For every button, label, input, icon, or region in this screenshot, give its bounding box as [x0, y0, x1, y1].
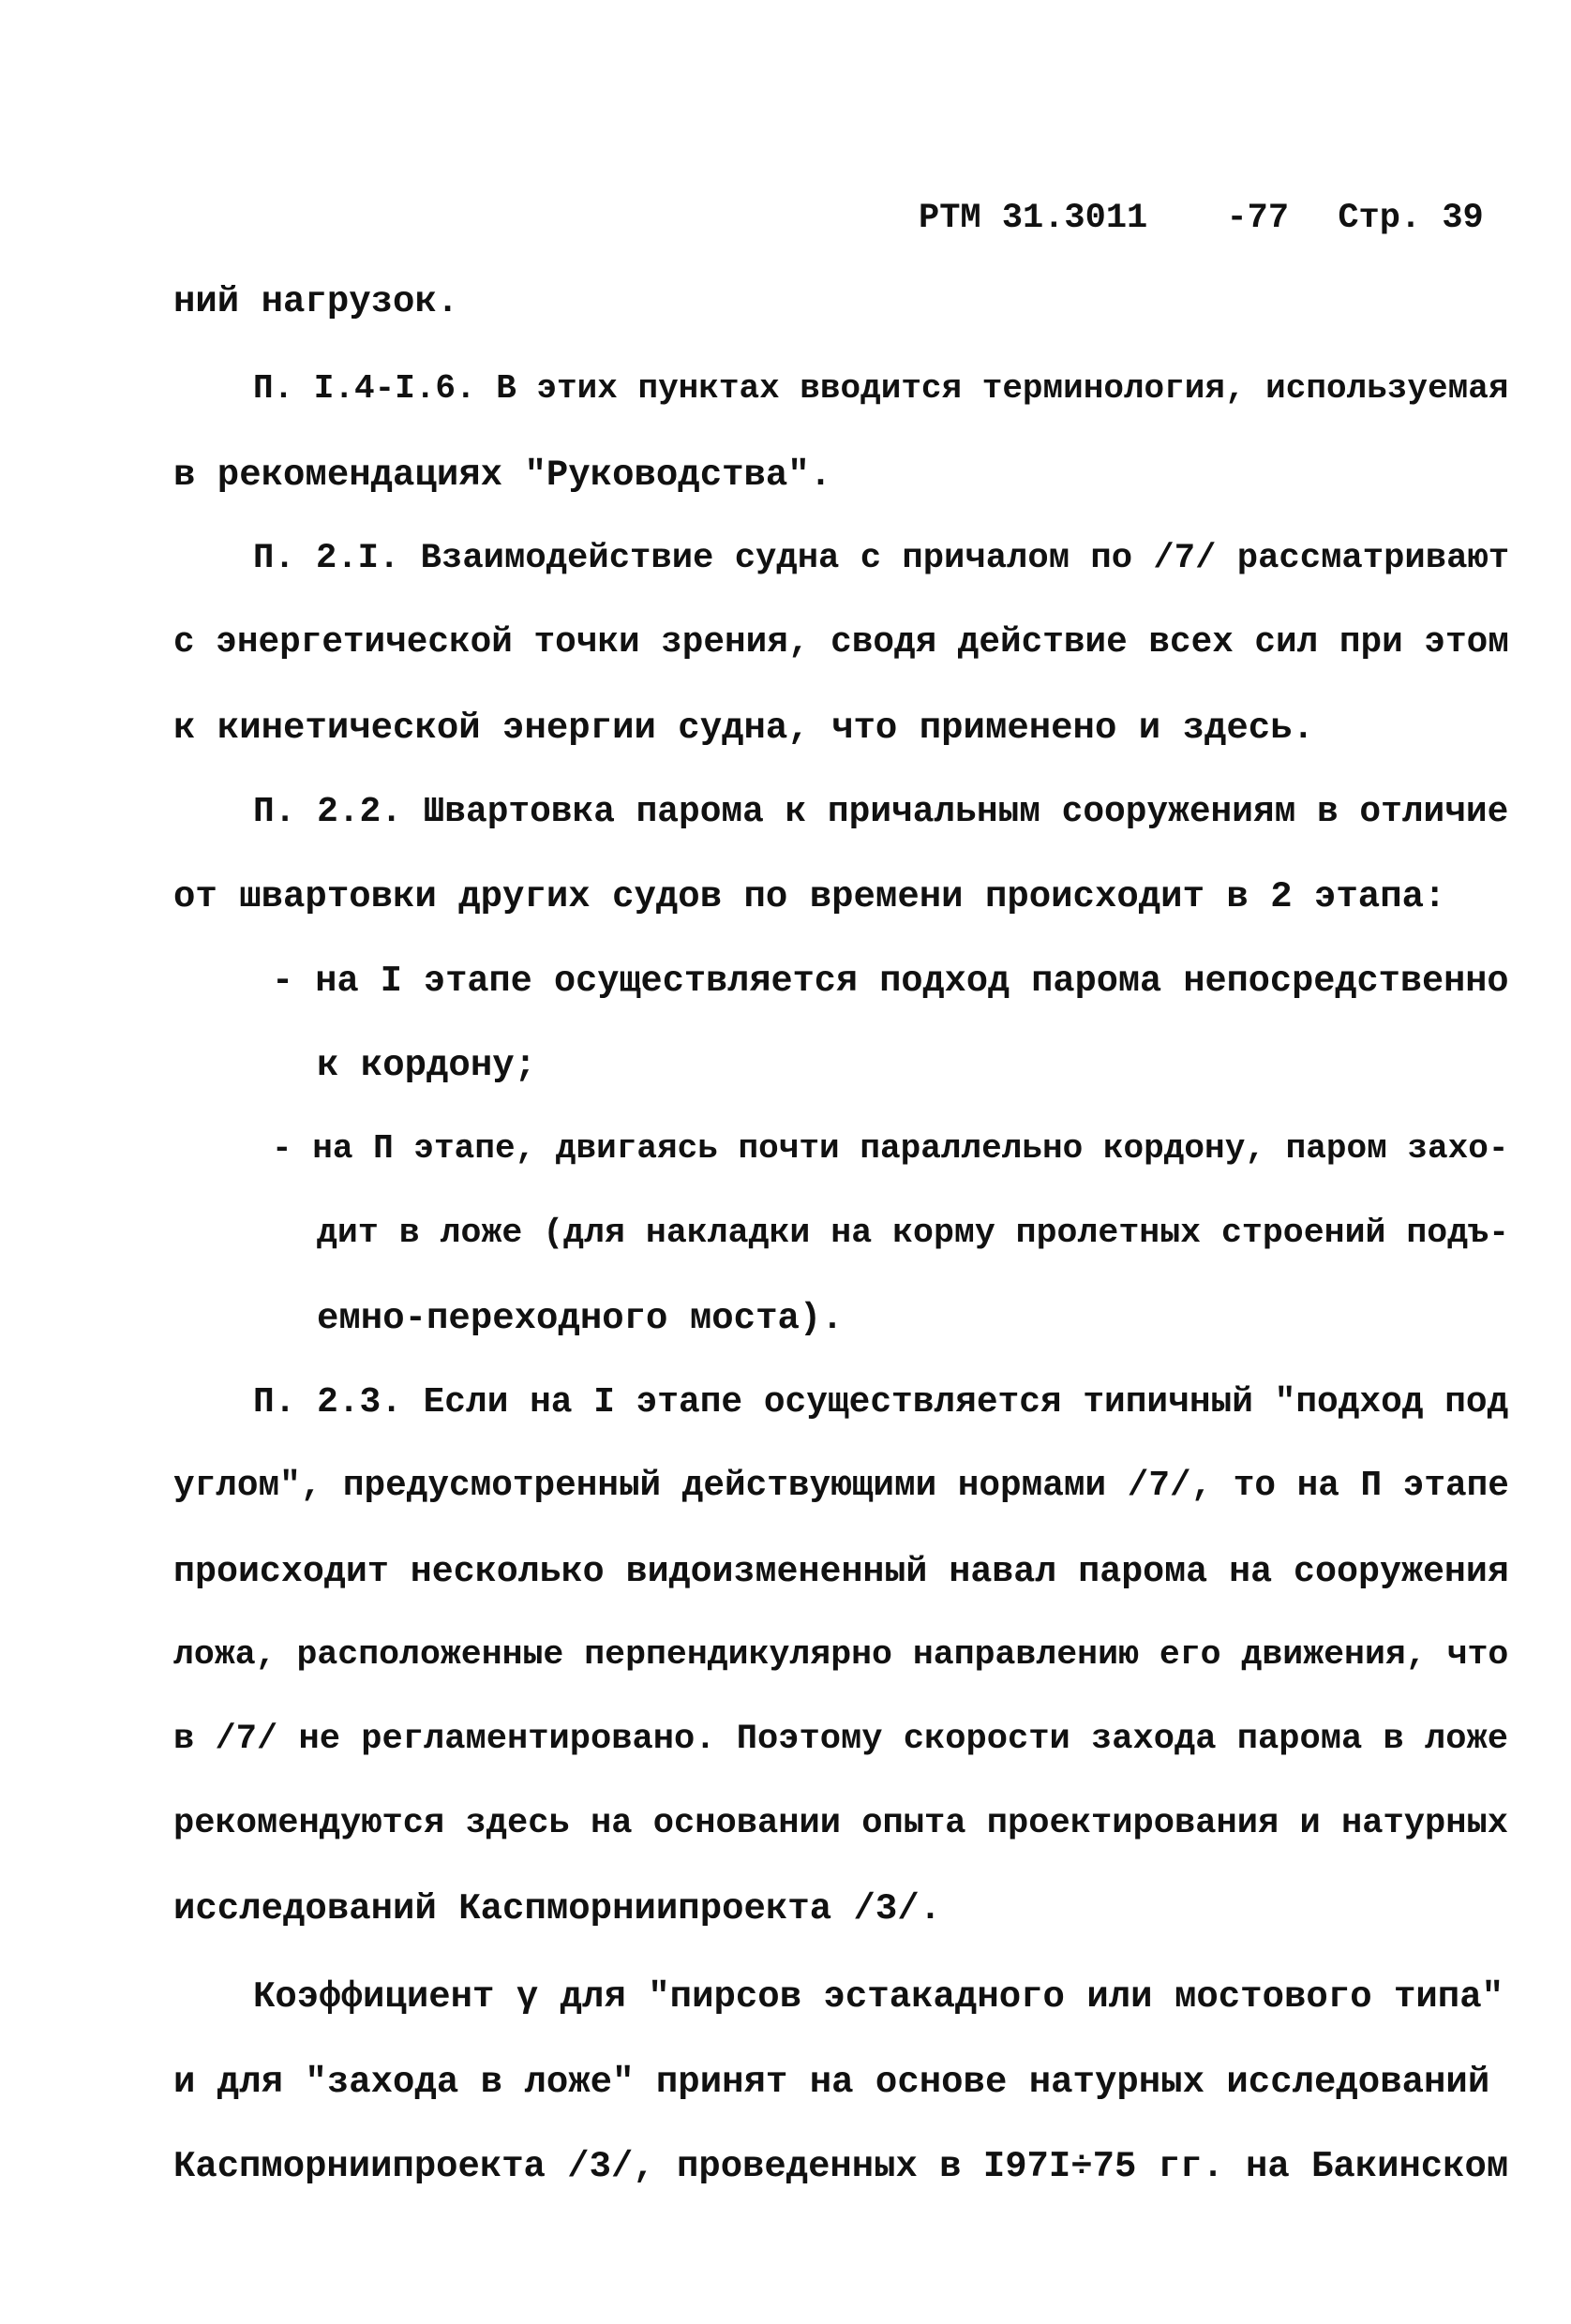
list-item-line-2: к кордону;: [317, 1045, 537, 1086]
list-item-line-3: - на П этапе, двигаясь почти параллельно кордону, паром захо-: [272, 1129, 1509, 1168]
text-line-12: ложа, расположенные перпендикулярно направлению его движения, что: [173, 1635, 1509, 1674]
text-line-13: в /7/ не регламентировано. Поэтому скорости захода парома в ложе: [173, 1720, 1509, 1759]
document-code: РТМ 31.3011: [919, 199, 1148, 238]
text-line-14: рекомендуются здесь на основании опыта проектирования и натурных: [173, 1804, 1509, 1843]
list-item-line-5: емно-переходного моста).: [317, 1298, 844, 1339]
text-line-11: происходит несколько видоизмененный навал парома на сооружения: [173, 1551, 1509, 1592]
text-line-9: П. 2.3. Если на I этапе осуществляется типичный "подход под: [253, 1382, 1509, 1423]
text-line-7: П. 2.2. Швартовка парома к причальным сооружениям в отличие: [253, 792, 1509, 832]
text-line-4: П. 2.I. Взаимодействие судна с причалом по /7/ рассматривают: [253, 539, 1510, 578]
text-line-16: Коэффициент γ для "пирсов эстакадного или мостового типа": [253, 1976, 1504, 2018]
list-item-line-1: - на I этапе осуществляется подход парома непосредственно: [272, 961, 1509, 1002]
text-line-5: с энергетической точки зрения, сводя действие всех сил при этом: [173, 623, 1509, 663]
text-line-10: углом", предусмотренный действующими нормами /7/, то на П этапе: [173, 1467, 1509, 1506]
text-line-18: Каспморниипроекта /3/, проведенных в I97I÷75 гг. на Бакинском: [173, 2146, 1509, 2187]
list-item-line-4: дит в ложе (для накладки на корму пролетных строений подъ-: [317, 1214, 1510, 1252]
page-header: [919, 199, 1484, 238]
text-line-8: от швартовки других судов по времени происходит в 2 этапа:: [173, 876, 1446, 917]
text-line-6: к кинетической энергии судна, что применено и здесь.: [173, 708, 1314, 749]
page-number: Стр. 39: [1338, 199, 1484, 238]
text-line-3: в рекомендациях "Руководства".: [173, 454, 832, 496]
text-line-1: ний нагрузок.: [173, 281, 459, 322]
text-line-15: исследований Каспморниипроекта /3/.: [173, 1888, 942, 1929]
text-line-17: и для "захода в ложе" принят на основе натурных исследований: [173, 2062, 1490, 2103]
document-year: -77: [1226, 199, 1290, 238]
text-line-2: П. I.4-I.6. В этих пунктах вводится терминология, используемая: [253, 369, 1509, 408]
